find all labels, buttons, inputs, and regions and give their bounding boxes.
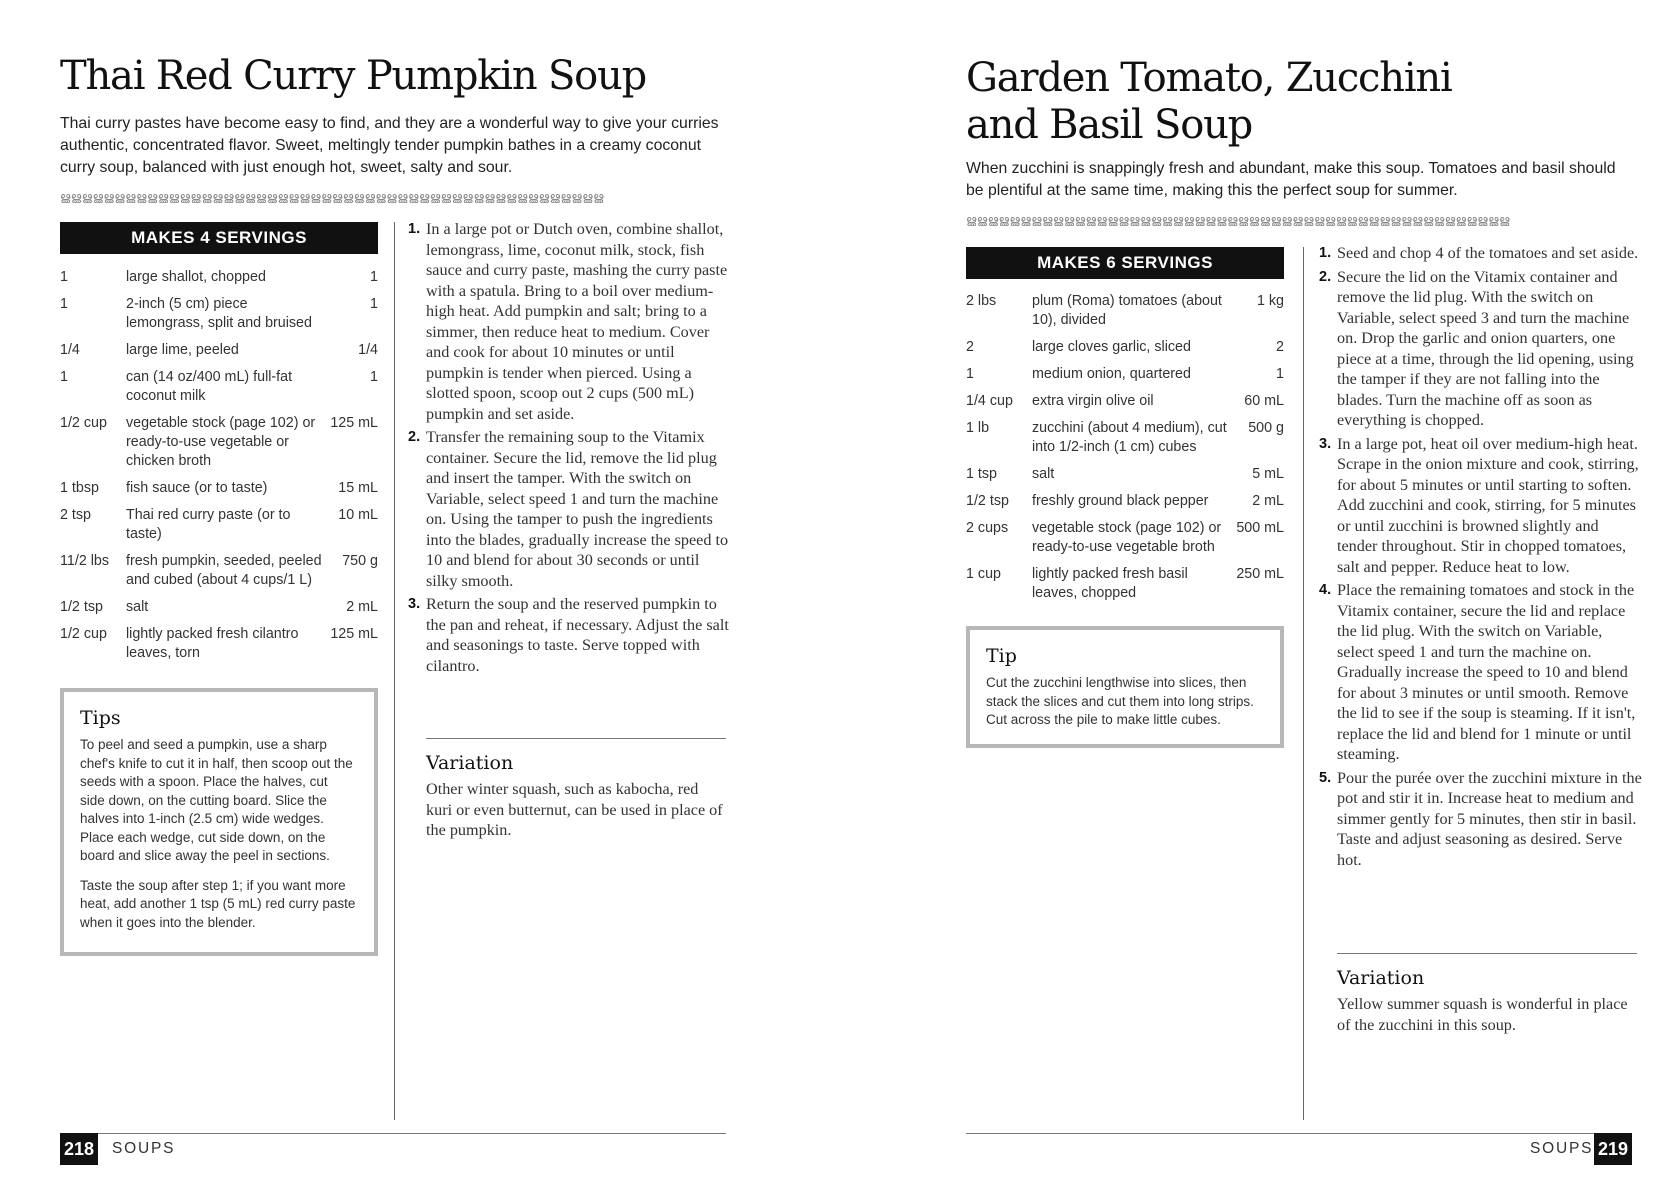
ingredient-metric: 250 mL bbox=[1236, 566, 1284, 582]
ingredient-row bbox=[966, 365, 1284, 384]
ingredient-row bbox=[60, 268, 378, 287]
step-number: 2. bbox=[1319, 268, 1332, 285]
recipe-title bbox=[966, 55, 1452, 149]
method-step bbox=[1319, 768, 1642, 871]
method-step bbox=[1319, 580, 1642, 765]
ingredient-name: freshly ground black pepper bbox=[1032, 493, 1209, 509]
ingredient-name: extra virgin olive oil bbox=[1032, 393, 1154, 409]
step-number: 5. bbox=[1319, 769, 1332, 786]
step-number: 1. bbox=[1319, 245, 1332, 261]
ingredient-name: large shallot, chopped bbox=[126, 269, 266, 285]
ingredient-metric: 1 bbox=[370, 269, 378, 285]
variation-text: Other winter squash, such as kabocha, red kuri or even butternut, can be used in place of the pumpkin. bbox=[426, 780, 723, 839]
ingredient-metric: 500 mL bbox=[1236, 520, 1284, 536]
ingredient-metric: 1 bbox=[370, 296, 378, 312]
ingredient-row bbox=[60, 625, 378, 663]
step-text: Seed and chop 4 of the tomatoes and set aside. bbox=[1337, 244, 1639, 262]
ingredient-row bbox=[966, 419, 1284, 457]
ingredient-name: lightly packed fresh basil leaves, chopped bbox=[1032, 566, 1188, 601]
method-step bbox=[1319, 434, 1642, 578]
step-text: Pour the purée over the zucchini mixture in the pot and stir it in. Increase heat to medium and simmer gently for 5 minutes, then stir in basil. Taste and adjust seasoning as desired. Serve hot. bbox=[1337, 768, 1642, 869]
ingredient-row bbox=[966, 565, 1284, 603]
ingredient-qty: 1/4 bbox=[60, 342, 80, 358]
ingredient-qty: 1/2 cup bbox=[60, 415, 107, 431]
ingredient-list bbox=[60, 268, 378, 671]
ornamental-divider: ൠൠൠൠൠൠൠൠൠൠൠൠൠൠൠൠൠൠൠൠൠൠൠൠൠൠൠൠൠൠൠൠൠൠൠൠൠൠൠൠൠൠൠൠൠൠൠൠൠൠ bbox=[966, 214, 1511, 226]
recipe-intro: Thai curry pastes have become easy to find, and they are a wonderful way to give your curries authentic, concentrated flavor. Sweet, meltingly tender pumpkin bathes in a creamy coconut curry soup, balanced with just enough hot, sweet, salty and sour. bbox=[60, 115, 719, 176]
ingredient-metric: 1/4 bbox=[358, 342, 378, 358]
recipe-intro: When zucchini is snappingly fresh and abundant, make this soup. Tomatoes and basil should be plentiful at the same time, making this the perfect soup for summer. bbox=[966, 160, 1616, 199]
ingredient-qty: 1 tbsp bbox=[60, 480, 99, 496]
ingredient-metric: 1 kg bbox=[1256, 293, 1284, 309]
ingredient-row bbox=[60, 341, 378, 360]
tip-box bbox=[966, 626, 1284, 748]
ingredient-row bbox=[966, 519, 1284, 557]
method-steps bbox=[408, 219, 730, 679]
tip-text: Cut the zucchini lengthwise into slices, then stack the slices and cut them into long strips. Cut across the pile to make little cubes. bbox=[986, 675, 1254, 727]
ingredient-row bbox=[60, 598, 378, 617]
ingredient-qty: 1 cup bbox=[966, 566, 1001, 582]
step-text: In a large pot, heat oil over medium-high heat. Scrape in the onion mixture and cook, stirring, for about 5 minutes or until starting to soften. Add zucchini and cook, stirring, for 5 minutes or until zucchini is browned slightly and tender throughout. Stir in chopped tomatoes, salt and pepper. Reduce heat to low. bbox=[1337, 434, 1639, 576]
ingredient-row bbox=[60, 479, 378, 498]
step-text: Return the soup and the reserved pumpkin to the pan and reheat, if necessary. Adjust the salt and seasonings to taste. Serve topped with cilantro. bbox=[426, 595, 729, 675]
column-divider bbox=[1303, 247, 1304, 1120]
step-text: Transfer the remaining soup to the Vitamix container. Secure the lid, remove the lid plug and insert the tamper. With the switch on Variable, select speed 1 and turn the machine on. Using the tamper to push the ingredients into the blades, gradually increase the speed to 10 and blend for about 30 seconds or until silky smooth. bbox=[426, 428, 729, 590]
ingredient-qty: 2 cups bbox=[966, 520, 1009, 536]
section-name: SOUPS bbox=[112, 1140, 176, 1157]
ingredient-name: lightly packed fresh cilantro leaves, torn bbox=[126, 626, 299, 661]
ingredient-row bbox=[60, 506, 378, 544]
ingredient-name: can (14 oz/400 mL) full-fat coconut milk bbox=[126, 369, 293, 404]
step-text: In a large pot or Dutch oven, combine shallot, lemongrass, lime, coconut milk, stock, fish sauce and curry paste, mashing the curry paste with a spatula. Bring to a boil over medium-high heat. Add pumpkin and salt; bring to a simmer, then reduce heat to medium. Cover and cook for about 10 minutes or until pumpkin is tender when pierced. Using a slotted spoon, scoop out 2 cups (500 mL) pumpkin and set aside. bbox=[426, 220, 728, 423]
variation-rule bbox=[1337, 953, 1637, 954]
ingredient-row bbox=[60, 552, 378, 590]
ingredient-qty: 1 bbox=[60, 369, 68, 385]
tip-text: To peel and seed a pumpkin, use a sharp chef's knife to cut it in half, then scoop out the seeds with a spoon. Place the halves, cut side down, on the cutting board. Slice the halves into 1-inch (2.5 cm) wide wedges. Place each wedge, cut side down, on the board and slice away the peel in sections. bbox=[80, 737, 353, 863]
method-step bbox=[408, 219, 730, 424]
method-steps bbox=[1319, 243, 1642, 873]
ingredient-metric: 15 mL bbox=[338, 480, 378, 496]
ingredient-row bbox=[966, 338, 1284, 357]
ingredient-metric: 1 bbox=[370, 369, 378, 385]
ingredient-metric: 2 mL bbox=[1252, 493, 1284, 509]
footer-rule bbox=[966, 1133, 1632, 1134]
ingredient-qty: 1/2 tsp bbox=[966, 493, 1009, 509]
ingredient-row bbox=[966, 465, 1284, 484]
variation-text: Yellow summer squash is wonderful in place of the zucchini in this soup. bbox=[1337, 995, 1628, 1034]
method-step bbox=[1319, 267, 1642, 431]
tips-box bbox=[60, 688, 378, 956]
ingredient-row bbox=[60, 414, 378, 471]
ingredient-name: fish sauce (or to taste) bbox=[126, 480, 268, 496]
ingredient-qty: 1 bbox=[966, 366, 974, 382]
ingredient-metric: 2 bbox=[1276, 339, 1284, 355]
ingredient-qty: 1/4 cup bbox=[966, 393, 1013, 409]
ingredient-metric: 750 g bbox=[342, 553, 378, 569]
step-number: 3. bbox=[408, 596, 421, 612]
ingredient-qty: 1 lb bbox=[966, 420, 990, 436]
column-divider bbox=[394, 222, 395, 1120]
ingredient-qty: 1/2 tsp bbox=[60, 599, 103, 615]
tip-text: Taste the soup after step 1; if you want more heat, add another 1 tsp (5 mL) red curry paste when it goes into the blender. bbox=[80, 877, 356, 930]
recipe-title-line: and Basil Soup bbox=[966, 102, 1253, 148]
ingredient-name: vegetable stock (page 102) or ready-to-use vegetable broth bbox=[1032, 520, 1222, 555]
section-name: SOUPS bbox=[1530, 1140, 1594, 1157]
page-number: 218 bbox=[60, 1133, 98, 1165]
step-number: 1. bbox=[408, 221, 421, 237]
ingredient-qty: 11/2 lbs bbox=[60, 553, 110, 569]
ingredient-name: zucchini (about 4 medium), cut into 1/2-inch (1 cm) cubes bbox=[1032, 420, 1227, 455]
ingredient-row bbox=[966, 292, 1284, 330]
servings-banner: MAKES 4 SERVINGS bbox=[60, 222, 378, 254]
ingredient-qty: 1/2 cup bbox=[60, 626, 107, 642]
ingredient-metric: 2 mL bbox=[346, 599, 378, 615]
ingredient-name: plum (Roma) tomatoes (about 10), divided bbox=[1032, 293, 1222, 328]
step-number: 4. bbox=[1319, 582, 1332, 598]
ingredient-row bbox=[966, 492, 1284, 511]
step-number: 3. bbox=[1319, 435, 1332, 452]
step-text: Secure the lid on the Vitamix container and remove the lid plug. With the switch on Variable, select speed 3 and turn the machine on. Drop the garlic and onion quarters, one piece at a time, through the lid opening, using the tamper if they are not falling into the blades. Turn the machine off as soon as everything is chopped. bbox=[1337, 267, 1634, 429]
ingredient-metric: 500 g bbox=[1248, 420, 1284, 436]
recipe-title: Thai Red Curry Pumpkin Soup bbox=[60, 53, 646, 99]
ingredient-list bbox=[966, 292, 1284, 611]
ingredient-qty: 1 bbox=[60, 269, 68, 285]
step-number: 2. bbox=[408, 429, 421, 445]
method-step bbox=[408, 427, 730, 591]
footer-rule bbox=[60, 1133, 726, 1134]
ingredient-qty: 1 bbox=[60, 296, 68, 312]
ingredient-name: 2-inch (5 cm) piece lemongrass, split and bruised bbox=[126, 296, 312, 331]
ingredient-name: large cloves garlic, sliced bbox=[1032, 339, 1191, 355]
ornamental-divider: ൠൠൠൠൠൠൠൠൠൠൠൠൠൠൠൠൠൠൠൠൠൠൠൠൠൠൠൠൠൠൠൠൠൠൠൠൠൠൠൠൠൠൠൠൠൠൠൠൠൠ bbox=[60, 191, 605, 203]
step-text: Place the remaining tomatoes and stock in the Vitamix container, secure the lid and replace the lid plug. With the switch on Variable, select speed 1 and turn the machine on. Gradually increase the speed to 10 and blend for about 3 minutes or until smooth. Remove the lid to see if the soup is steaming. If it isn't, replace the lid and blend for 1 minute or until steaming. bbox=[1337, 581, 1636, 763]
variation-heading: Variation bbox=[426, 752, 514, 774]
ingredient-metric: 125 mL bbox=[330, 415, 378, 431]
recipe-title-line: Garden Tomato, Zucchini bbox=[966, 55, 1452, 101]
ingredient-metric: 60 mL bbox=[1244, 393, 1284, 409]
tip-heading: Tip bbox=[986, 645, 1017, 667]
ingredient-row bbox=[60, 368, 378, 406]
variation-rule bbox=[426, 738, 726, 739]
variation-heading: Variation bbox=[1337, 967, 1425, 989]
ingredient-qty: 1 tsp bbox=[966, 466, 997, 482]
tips-heading: Tips bbox=[80, 707, 121, 729]
ingredient-row bbox=[60, 295, 378, 333]
ingredient-name: large lime, peeled bbox=[126, 342, 239, 358]
ingredient-qty: 2 lbs bbox=[966, 293, 997, 309]
ingredient-qty: 2 tsp bbox=[60, 507, 91, 523]
ingredient-name: salt bbox=[1032, 466, 1055, 482]
ingredient-metric: 5 mL bbox=[1252, 466, 1284, 482]
right-page bbox=[840, 0, 1680, 1200]
ingredient-name: salt bbox=[126, 599, 149, 615]
servings-banner: MAKES 6 SERVINGS bbox=[966, 247, 1284, 279]
method-step bbox=[1319, 243, 1642, 264]
ingredient-qty: 2 bbox=[966, 339, 974, 355]
ingredient-name: vegetable stock (page 102) or ready-to-use vegetable or chicken broth bbox=[126, 415, 316, 469]
page-number: 219 bbox=[1594, 1133, 1632, 1165]
method-step bbox=[408, 594, 730, 676]
ingredient-metric: 1 bbox=[1276, 366, 1284, 382]
ingredient-name: Thai red curry paste (or to taste) bbox=[126, 507, 291, 542]
ingredient-name: fresh pumpkin, seeded, peeled and cubed (about 4 cups/1 L) bbox=[126, 553, 322, 588]
ingredient-name: medium onion, quartered bbox=[1032, 366, 1191, 382]
ingredient-metric: 125 mL bbox=[330, 626, 378, 642]
ingredient-row bbox=[966, 392, 1284, 411]
ingredient-metric: 10 mL bbox=[338, 507, 378, 523]
